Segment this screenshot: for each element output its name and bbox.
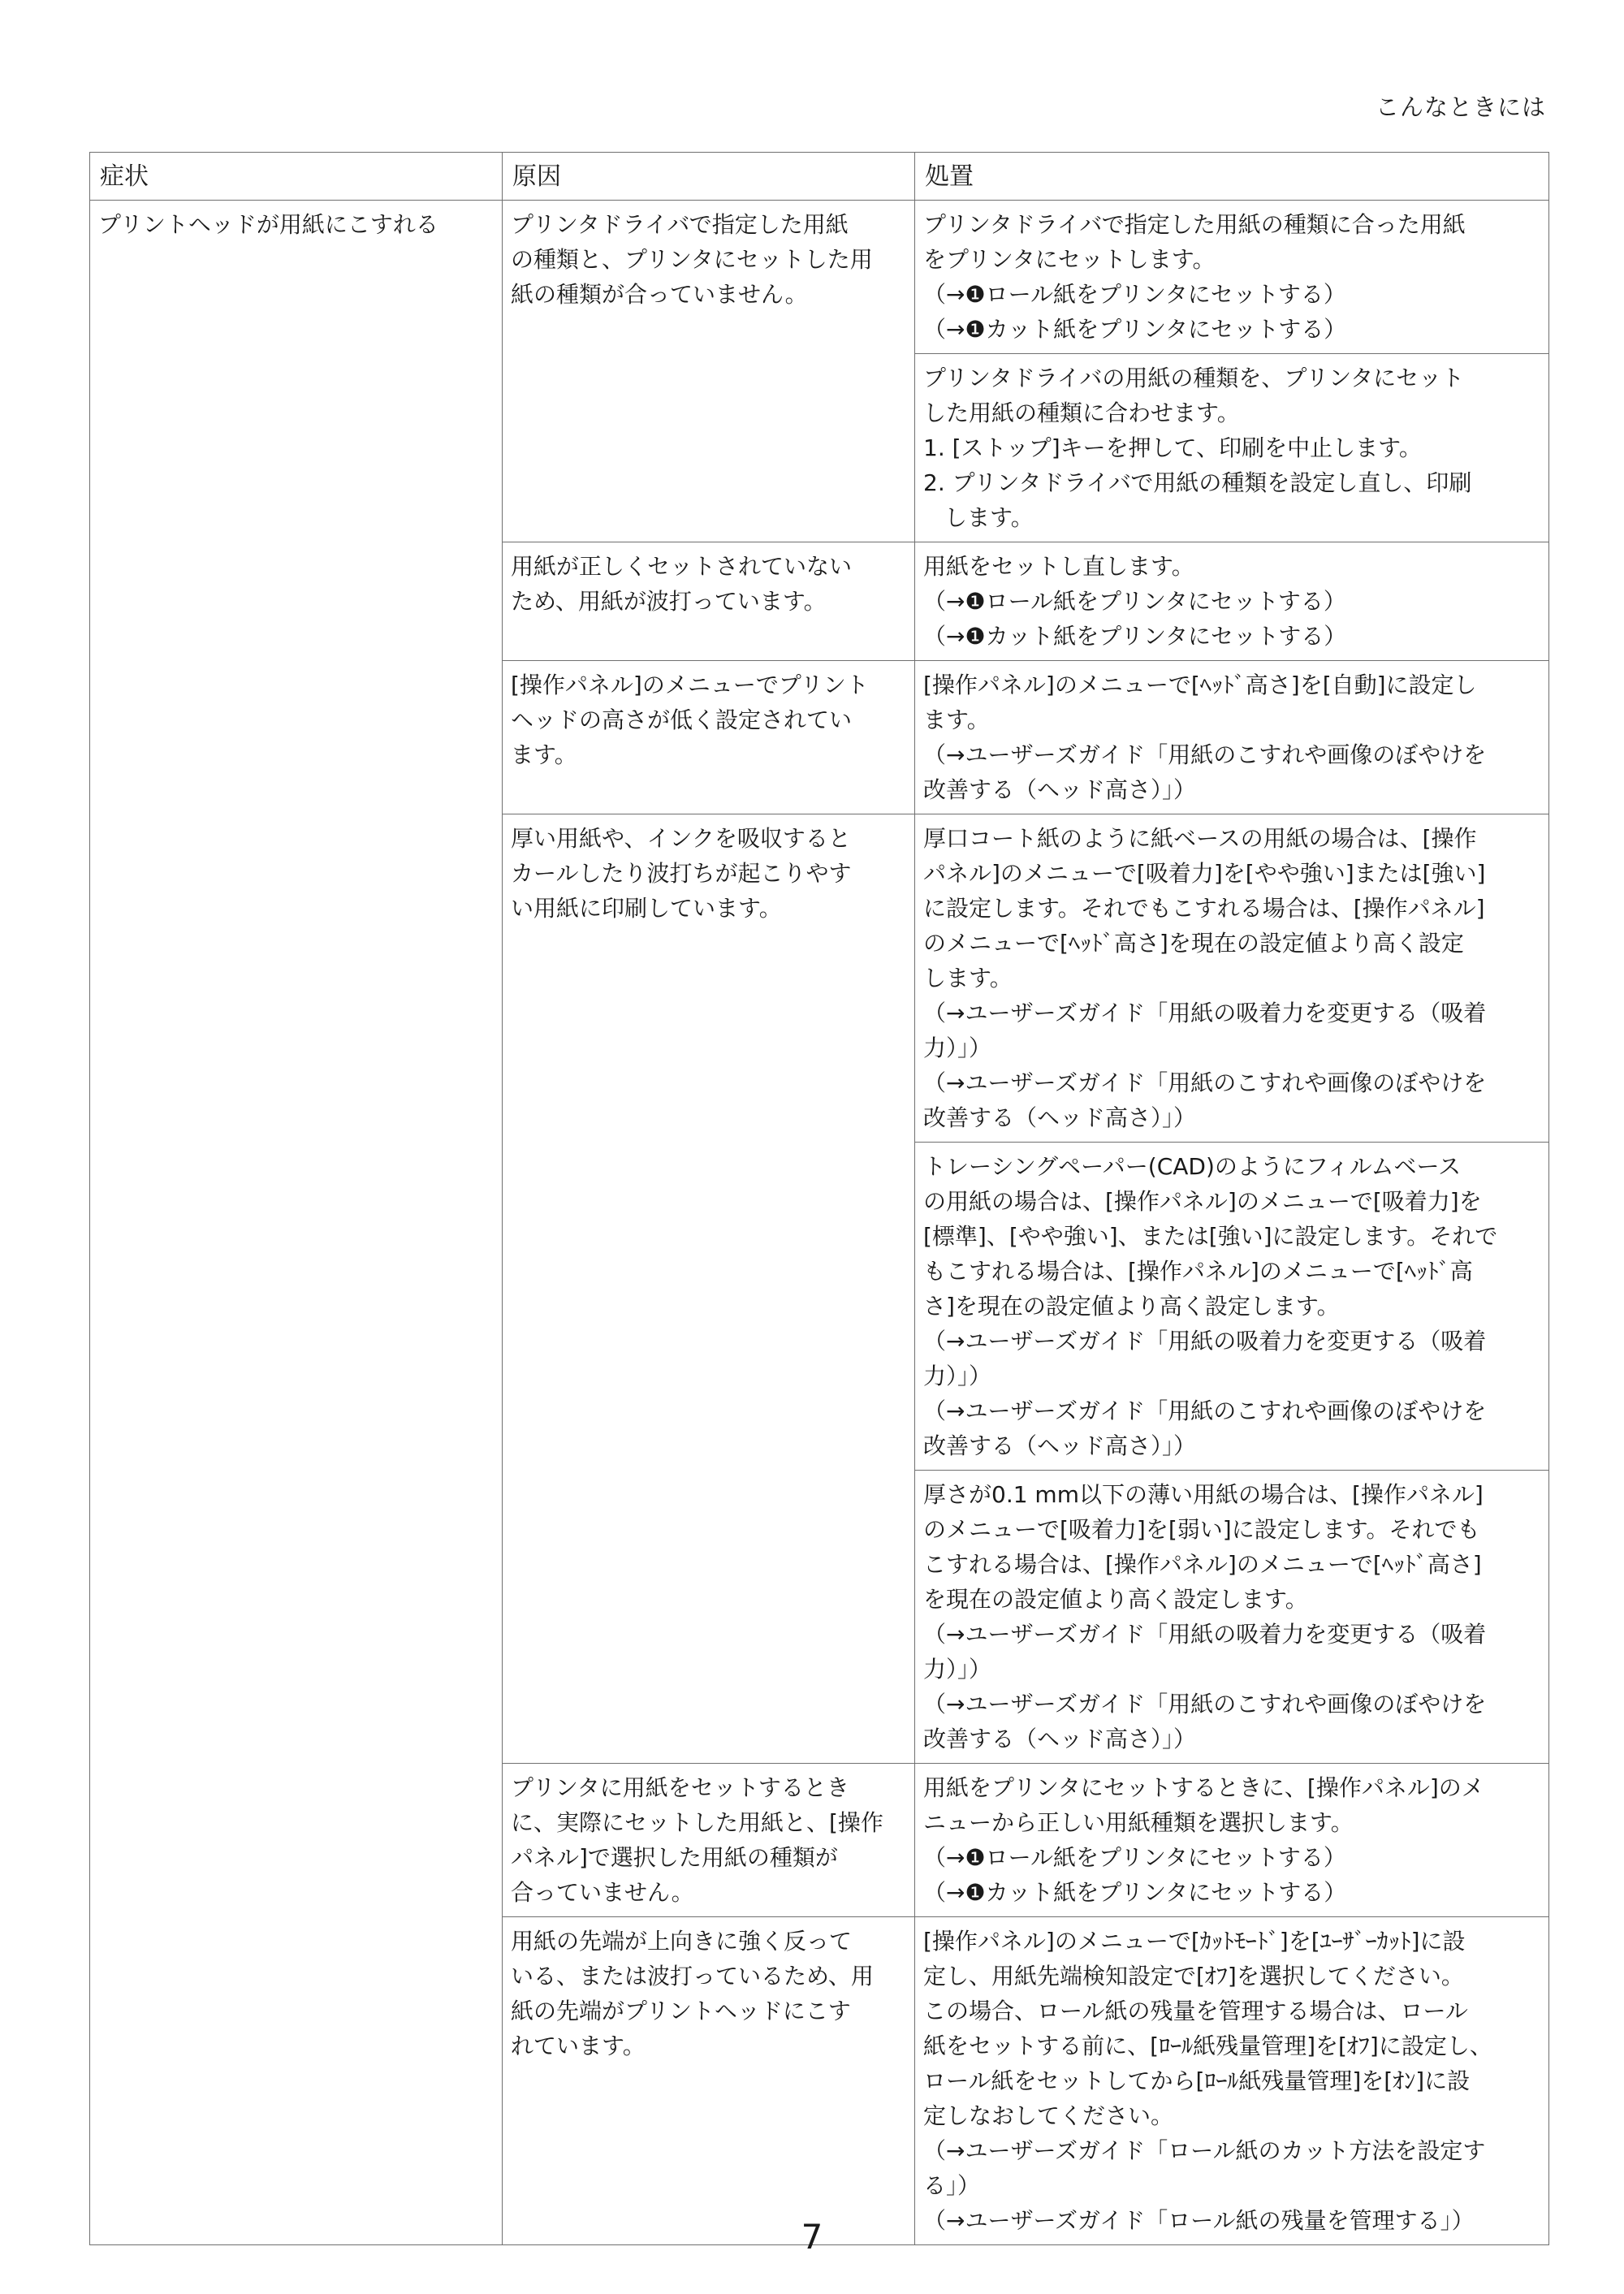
remedy-line: こすれる場合は、[操作パネル]のメニューで[ﾍｯﾄﾞ高さ] <box>923 1551 1482 1578</box>
remedy-line: ニューから正しい用紙種類を選択します。 <box>923 1809 1354 1836</box>
remedy-line: プリンタドライバで指定した用紙の種類に合った用紙 <box>923 211 1466 238</box>
remedy-line: 改善する（ヘッド高さ）」） <box>923 1104 1197 1131</box>
remedy-cell <box>915 542 1549 661</box>
remedy-cell <box>915 1143 1549 1471</box>
remedy-line: 用紙をプリンタにセットするときに、[操作パネル]のメ <box>923 1774 1484 1801</box>
remedy-line: [標準]、[やや強い]、または[強い]に設定します。それで <box>923 1223 1498 1250</box>
remedy-line: （→ユーザーズガイド「ロール紙の残量を管理する」） <box>923 2207 1475 2234</box>
remedy-line: 改善する（ヘッド高さ）」） <box>923 776 1197 803</box>
cause-line: [操作パネル]のメニューでプリント <box>511 672 869 698</box>
remedy-line: 力）」） <box>923 1656 992 1683</box>
remedy-cell <box>915 1764 1549 1917</box>
remedy-line: （→❶カット紙をプリンタにセットする） <box>923 316 1347 343</box>
remedy-line: のメニューで[吸着力]を[弱い]に設定します。それでも <box>923 1516 1480 1543</box>
header-cause: 原因 <box>503 153 915 201</box>
remedy-line: （→ユーザーズガイド「用紙のこすれや画像のぼやけを <box>923 1398 1487 1424</box>
cause-line: ヘッドの高さが低く設定されてい <box>511 706 853 733</box>
header-remedy: 処置 <box>915 153 1549 201</box>
remedy-cell <box>915 661 1549 814</box>
remedy-line: 定しなおしてください。 <box>923 2102 1174 2129</box>
remedy-line: のメニューで[ﾍｯﾄﾞ高さ]を現在の設定値より高く設定 <box>923 930 1464 957</box>
cause-line: 合っていません。 <box>511 1879 694 1906</box>
cause-line: 用紙の先端が上向きに強く反って <box>511 1928 853 1955</box>
remedy-line: （→ユーザーズガイド「用紙の吸着力を変更する（吸着 <box>923 1621 1487 1648</box>
remedy-line: （→❶カット紙をプリンタにセットする） <box>923 1879 1347 1906</box>
remedy-line: （→❶ロール紙をプリンタにセットする） <box>923 1844 1346 1871</box>
cause-line: 用紙が正しくセットされていない <box>511 553 853 580</box>
remedy-line: ます。 <box>923 706 990 733</box>
remedy-line: した用紙の種類に合わせます。 <box>923 400 1240 426</box>
symptom-cell: プリントヘッドが用紙にこすれる <box>90 201 503 2245</box>
header-symptom: 症状 <box>90 153 503 201</box>
remedy-line: します。 <box>923 965 1013 991</box>
remedy-line: （→❶カット紙をプリンタにセットする） <box>923 623 1347 650</box>
remedy-cell <box>915 354 1549 542</box>
remedy-line: 厚口コート紙のように紙ベースの用紙の場合は、[操作 <box>923 825 1477 852</box>
remedy-line: 定し、用紙先端検知設定で[ｵﾌ]を選択してください。 <box>923 1963 1464 1989</box>
remedy-line: 用紙をセットし直します。 <box>923 553 1194 580</box>
remedy-line: この場合、ロール紙の残量を管理する場合は、ロール <box>923 1998 1468 2024</box>
remedy-line: 紙をセットする前に、[ﾛｰﾙ紙残量管理]を[ｵﾌ]に設定し、 <box>923 2033 1492 2059</box>
cause-line: 紙の先端がプリントヘッドにこす <box>511 1998 851 2024</box>
remedy-cell <box>915 814 1549 1143</box>
table-header-row <box>90 153 1549 201</box>
remedy-line: （→ユーザーズガイド「用紙のこすれや画像のぼやけを <box>923 741 1487 768</box>
remedy-cell <box>915 201 1549 354</box>
remedy-line: （→ユーザーズガイド「用紙のこすれや画像のぼやけを <box>923 1069 1487 1096</box>
cause-line: れています。 <box>511 2033 646 2059</box>
remedy-line: します。 <box>944 504 1034 531</box>
remedy-line: 改善する（ヘッド高さ）」） <box>923 1726 1197 1752</box>
remedy-line: （→ユーザーズガイド「用紙の吸着力を変更する（吸着 <box>923 1000 1487 1026</box>
remedy-line: ロール紙をセットしてから[ﾛｰﾙ紙残量管理]を[ｵﾝ]に設 <box>923 2067 1471 2094</box>
cause-line: の種類と、プリンタにセットした用 <box>511 246 873 273</box>
cause-line: い用紙に印刷しています。 <box>511 895 782 922</box>
running-header: こんなときには <box>1375 93 1546 121</box>
cause-line: プリンタドライバで指定した用紙 <box>511 211 849 238</box>
remedy-line: 改善する（ヘッド高さ）」） <box>923 1432 1197 1459</box>
remedy-line: 1. [ストップ]キーを押して、印刷を中止します。 <box>923 434 1422 461</box>
remedy-line: 2. プリンタドライバで用紙の種類を設定し直し、印刷 <box>923 469 1472 496</box>
cause-cell <box>503 542 915 661</box>
remedy-cell <box>915 1917 1549 2245</box>
remedy-line: の用紙の場合は、[操作パネル]のメニューで[吸着力]を <box>923 1188 1482 1215</box>
remedy-line: を現在の設定値より高く設定します。 <box>923 1586 1308 1613</box>
remedy-line: もこすれる場合は、[操作パネル]のメニューで[ﾍｯﾄﾞ高 <box>923 1258 1473 1285</box>
cause-line: 厚い用紙や、インクを吸収すると <box>511 825 851 852</box>
cause-line: カールしたり波打ちが起こりやす <box>511 860 852 887</box>
cause-line: に、実際にセットした用紙と、[操作 <box>511 1809 883 1836</box>
cause-line: 紙の種類が合っていません。 <box>511 281 808 308</box>
remedy-line: [操作パネル]のメニューで[ｶｯﾄﾓｰﾄﾞ]を[ﾕｰｻﾞｰｶｯﾄ]に設 <box>923 1928 1466 1955</box>
cause-line: いる、または波打っているため、用 <box>511 1963 874 1989</box>
remedy-line: [操作パネル]のメニューで[ﾍｯﾄﾞ高さ]を[自動]に設定し <box>923 672 1477 698</box>
remedy-line: （→❶ロール紙をプリンタにセットする） <box>923 588 1346 615</box>
table-row <box>90 201 1549 354</box>
cause-line: ます。 <box>511 741 577 768</box>
remedy-line: トレーシングペーパー(CAD)のようにフィルムベース <box>923 1153 1462 1180</box>
remedy-line: パネル]のメニューで[吸着力]を[やや強い]または[強い] <box>923 860 1486 887</box>
remedy-line: （→ユーザーズガイド「ロール紙のカット方法を設定す <box>923 2137 1486 2164</box>
remedy-line: （→ユーザーズガイド「用紙の吸着力を変更する（吸着 <box>923 1328 1487 1354</box>
cause-line: ため、用紙が波打っています。 <box>511 588 827 615</box>
remedy-line: さ]を現在の設定値より高く設定します。 <box>923 1293 1340 1320</box>
page-number: 7 <box>801 2217 823 2257</box>
remedy-line: る」） <box>923 2172 981 2199</box>
cause-cell <box>503 201 915 542</box>
troubleshooting-table <box>89 152 1549 2245</box>
remedy-line: に設定します。それでもこすれる場合は、[操作パネル] <box>923 895 1485 922</box>
cause-cell <box>503 661 915 814</box>
cause-line: パネル]で選択した用紙の種類が <box>511 1844 838 1871</box>
cause-cell <box>503 1917 915 2245</box>
remedy-line: （→❶ロール紙をプリンタにセットする） <box>923 281 1346 308</box>
cause-line: プリンタに用紙をセットするとき <box>511 1774 849 1801</box>
remedy-line: 力）」） <box>923 1363 992 1389</box>
remedy-line: 厚さが0.1 mm以下の薄い用紙の場合は、[操作パネル] <box>923 1481 1484 1508</box>
table-body <box>90 201 1549 2245</box>
cause-cell <box>503 814 915 1764</box>
remedy-line: （→ユーザーズガイド「用紙のこすれや画像のぼやけを <box>923 1691 1487 1717</box>
cause-cell <box>503 1764 915 1917</box>
remedy-cell <box>915 1471 1549 1764</box>
remedy-line: プリンタドライバの用紙の種類を、プリンタにセット <box>923 365 1465 391</box>
remedy-line: 力）」） <box>923 1035 992 1061</box>
remedy-line: をプリンタにセットします。 <box>923 246 1216 273</box>
